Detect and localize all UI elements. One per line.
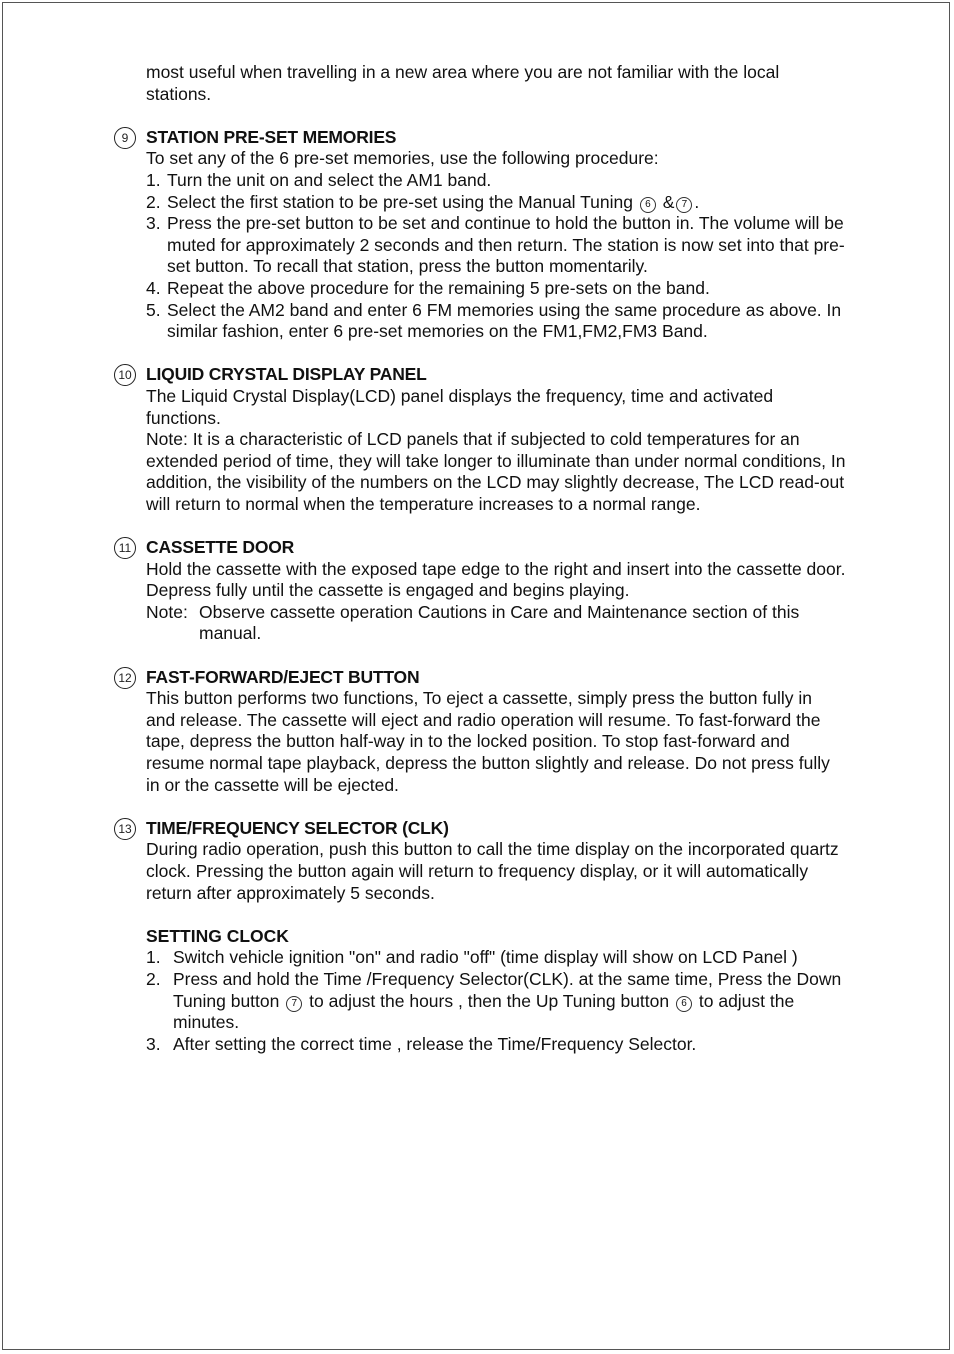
section-station-preset-memories [121, 126, 846, 343]
section-9-title: STATION PRE-SET MEMORIES [146, 126, 397, 147]
step-text: Switch vehicle ignition "on" and radio "off" (time display will show on LCD Panel ) [173, 947, 798, 968]
section-9-lead: To set any of the 6 pre-set memories, use the following procedure: [146, 148, 659, 169]
step-text: Repeat the above procedure for the remaining 5 pre-sets on the band. [167, 277, 710, 298]
step-number: 3. [146, 213, 161, 234]
section-time-frequency-selector [118, 817, 846, 904]
section-number-9-marker: 9 [114, 127, 136, 149]
list-item [146, 192, 846, 214]
list-item [146, 300, 846, 343]
intro-paragraph: most useful when travelling in a new area where you are not familiar with the local stations. [146, 62, 780, 104]
step-text: Press the pre-set button to be set and continue to hold the button in. The volume will be muted for approximately 2 seconds and then return. The station is now set into that pre-set button. To recall that station, press the button momentarily. [167, 213, 845, 277]
step-text-part: Select the first station to be pre-set using the Manual Tuning [167, 191, 633, 212]
section-10-title: LIQUID CRYSTAL DISPLAY PANEL [146, 364, 427, 385]
step-number: 2. [146, 968, 161, 989]
section-fast-forward-eject-button [118, 666, 846, 797]
step-text [173, 969, 846, 1034]
circled-reference-6: 6 [640, 197, 656, 213]
page-content [118, 62, 846, 1055]
section-11-note [146, 602, 846, 645]
list-item [146, 213, 846, 278]
list-item [146, 947, 846, 969]
section-number-13-marker: 13 [114, 818, 136, 840]
section-12-title: FAST-FORWARD/EJECT BUTTON [146, 666, 420, 687]
section-number-10-marker: 10 [114, 364, 136, 386]
section-number-12-marker: 12 [114, 667, 136, 689]
section-13-body: During radio operation, push this button to call the time display on the incorporated quartz clock. Pressing the button again will return to frequency display, or it will automatically return after approximately 5 seconds. [146, 839, 839, 903]
list-item [146, 1034, 846, 1056]
step-text-part: to adjust the minutes. [173, 990, 795, 1033]
step-text-part: Press and hold the Time /Frequency Selector(CLK). at the same time, Press the Down Tuning button [173, 968, 842, 1011]
step-text: After setting the correct time , release the Time/Frequency Selector. [173, 1033, 697, 1054]
circled-reference-7: 7 [286, 996, 302, 1012]
section-11-body: Hold the cassette with the exposed tape edge to the right and insert into the cassette door. Depress fully until the cassette is engaged and begins playing. [146, 558, 846, 601]
section-9-steps [146, 170, 846, 343]
step-number: 2. [146, 191, 161, 212]
list-item [146, 969, 846, 1034]
step-text-part: . [694, 191, 700, 212]
step-text: Turn the unit on and select the AM1 band. [167, 169, 492, 190]
section-12-body: This button performs two functions, To eject a cassette, simply press the button fully in and release. The cassette will eject and radio operation will resume. To fast-forward the tape, depress the button half-way in to the locked position. To stop fast-forward and resume normal tape playback, depress the button slightly and release. Do not press fully in or the cassette will be ejected. [146, 688, 830, 795]
note-text: Observe cassette operation Cautions in Care and Maintenance section of this manual. [199, 601, 800, 644]
section-10-note: Note: It is a characteristic of LCD panels that if subjected to cold temperatures for an extended period of time, they will take longer to illuminate than under normal conditions, In addition, the visibility of the numbers on the LCD may slightly decrease, The LCD read-out will return to normal when the temperature increases to a normal range. [146, 429, 846, 514]
list-item [146, 170, 846, 192]
note-label: Note: [146, 601, 188, 622]
step-number: 4. [146, 277, 161, 298]
section-number-11-marker: 11 [114, 537, 136, 559]
step-number: 1. [146, 947, 161, 968]
section-11-title: CASSETTE DOOR [146, 537, 295, 558]
step-text-part: to adjust the hours , then the Up Tuning button [309, 990, 670, 1011]
step-text [167, 192, 846, 214]
step-text: Select the AM2 band and enter 6 FM memories using the same procedure as above. In similar fashion, enter 6 pre-set memories on the FM1,FM2,FM3 Band. [167, 299, 842, 342]
circled-reference-6: 6 [676, 996, 692, 1012]
circled-reference-7: 7 [676, 197, 692, 213]
step-number: 5. [146, 299, 161, 320]
ampersand: & [662, 191, 675, 212]
manual-page [2, 2, 950, 1350]
section-cassette-door [118, 537, 846, 645]
setting-clock-title: SETTING CLOCK [146, 925, 289, 946]
section-13-title: TIME/FREQUENCY SELECTOR (CLK) [146, 817, 449, 838]
step-number: 1. [146, 169, 161, 190]
section-setting-clock [146, 926, 846, 1056]
section-10-body: The Liquid Crystal Display(LCD) panel displays the frequency, time and activated functions. [146, 385, 774, 428]
step-number: 3. [146, 1033, 161, 1054]
section-liquid-crystal-display-panel [118, 364, 846, 515]
setting-clock-steps [146, 947, 846, 1055]
list-item [146, 278, 846, 300]
